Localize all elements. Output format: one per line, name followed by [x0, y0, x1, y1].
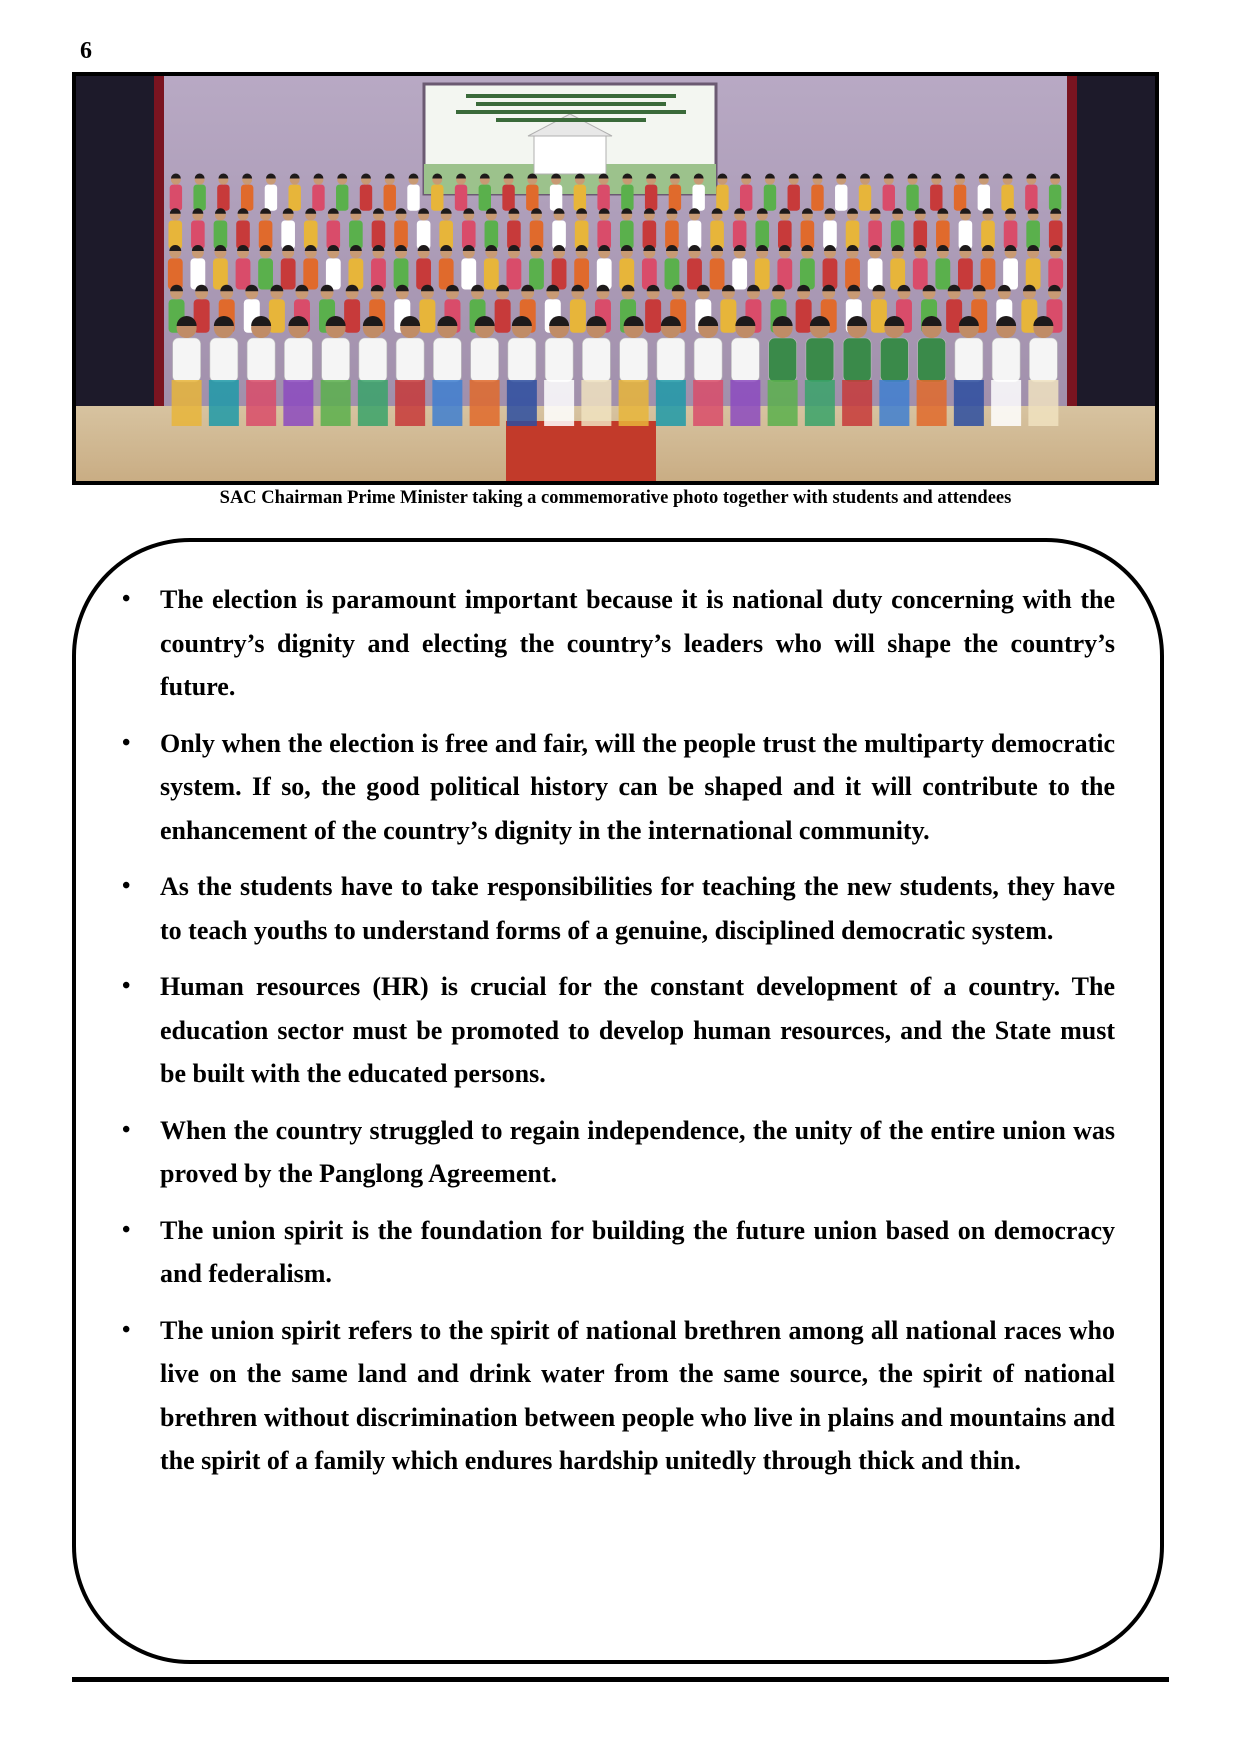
bullet-icon: •	[122, 873, 131, 899]
bottom-rule	[72, 1677, 1169, 1682]
group-photo	[72, 72, 1159, 485]
list-item: • As the students have to take responsibilities for teaching the new students, they have to teach youths to understand forms of a genuine, disciplined democratic system.	[114, 865, 1115, 952]
list-item: • Human resources (HR) is crucial for the constant development of a country. The education sector must be promoted to develop human resources, and the State must be built with the educated persons.	[114, 965, 1115, 1096]
bullet-icon: •	[122, 729, 131, 756]
bullet-icon: •	[122, 586, 131, 612]
list-item: • When the country struggled to regain independence, the unity of the entire union was proved by the Panglong Agreement.	[114, 1109, 1115, 1196]
bullet-icon: •	[122, 1116, 131, 1143]
page-number: 6	[80, 38, 92, 64]
bullet-icon: •	[122, 1216, 131, 1243]
list-item: • The union spirit is the foundation for building the future union based on democracy and federalism.	[114, 1209, 1115, 1296]
photo-caption: SAC Chairman Prime Minister taking a commemorative photo together with students and attendees	[219, 488, 1012, 508]
bullet-icon: •	[122, 1316, 131, 1343]
bullet-icon: •	[122, 973, 131, 999]
list-item: • The union spirit refers to the spirit of national brethren among all national races who live on the same land and drink water from the same source, the spirit of national brethren without discrimination between people who live in plains and mountains and the spirit of a family which endures hardship unitedly through thick and thin.	[114, 1309, 1115, 1483]
list-item: • The election is paramount important because it is national duty concerning with the country’s dignity and electing the country’s leaders who will shape the country’s future.	[114, 578, 1115, 709]
list-item: • Only when the election is free and fair, will the people trust the multiparty democratic system. If so, the good political history can be shaped and it will contribute to the enhancement of the country’s dignity in the international community.	[114, 722, 1115, 853]
group-photo-image	[76, 76, 1155, 481]
bullet-list	[114, 578, 1115, 1496]
